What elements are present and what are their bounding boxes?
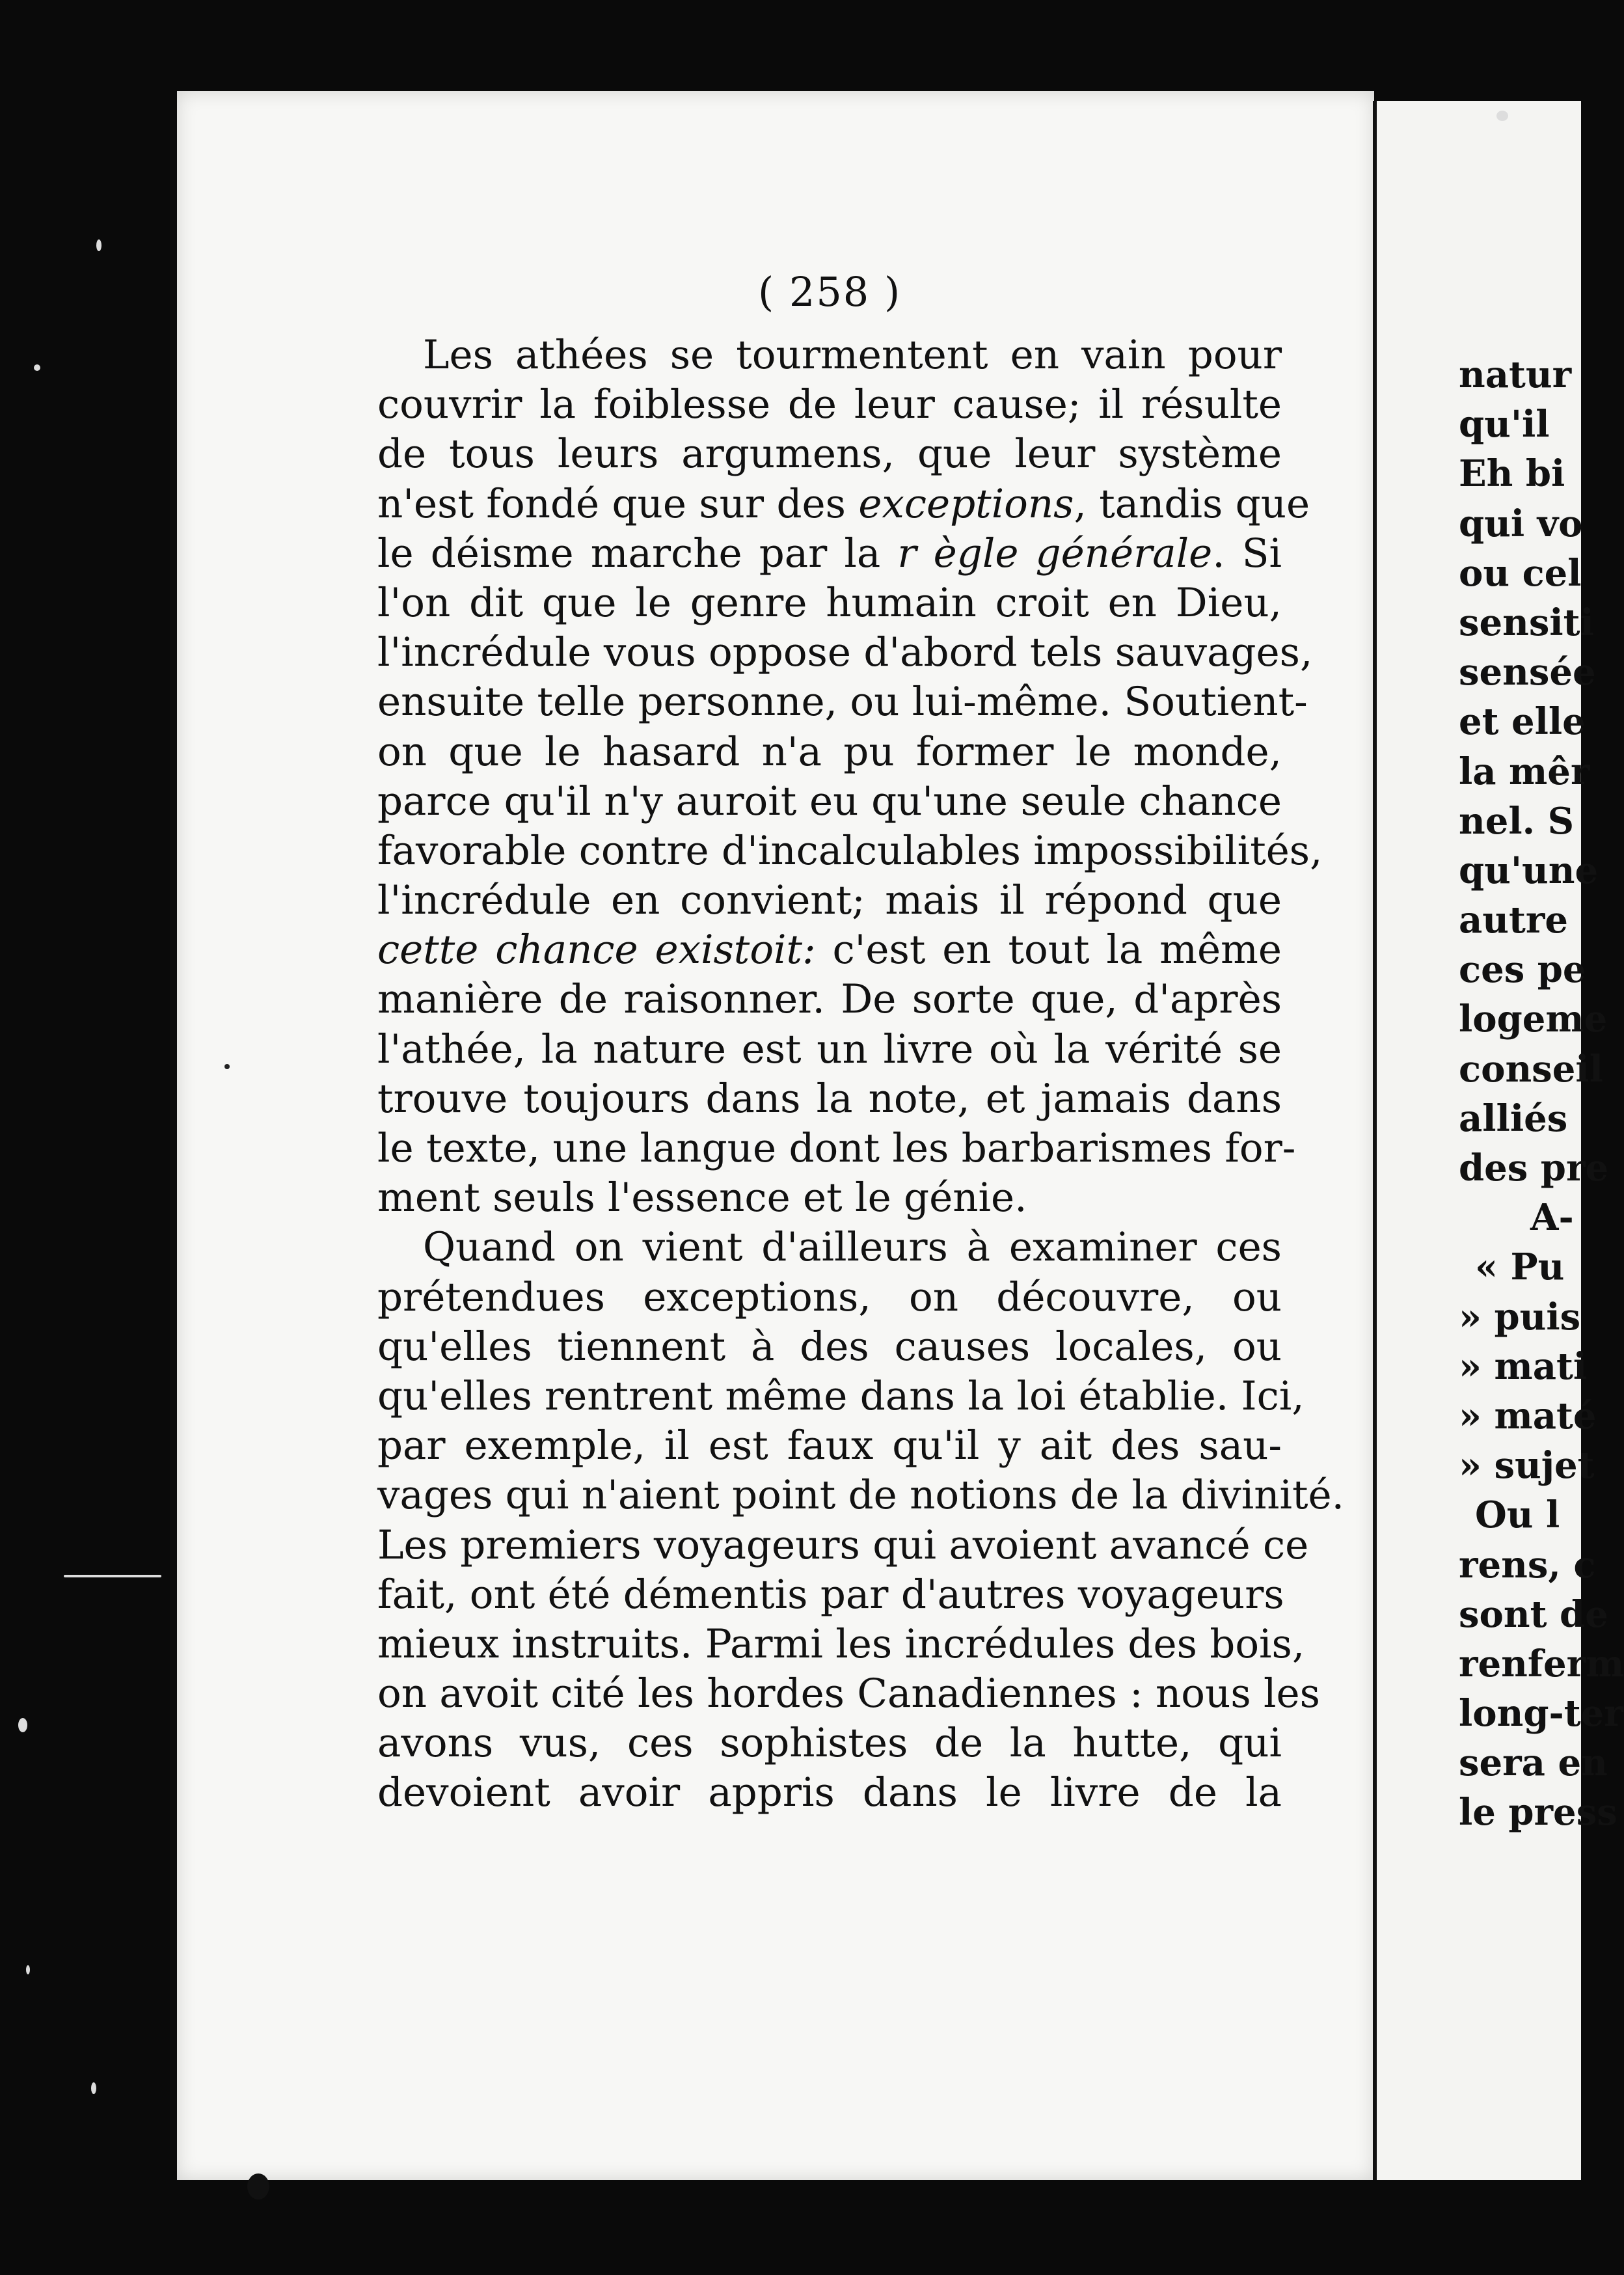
text-line: » mati xyxy=(1459,1344,1588,1388)
text-line: l'incrédule en convient; mais il répond que xyxy=(377,877,1282,924)
text-line: » puis xyxy=(1459,1295,1581,1339)
text-line: » maté xyxy=(1459,1394,1597,1437)
left-page-text xyxy=(377,331,1345,1818)
text-line: sont de xyxy=(1459,1592,1608,1636)
text-line: » sujet xyxy=(1459,1444,1595,1488)
text-line: favorable contre d'incalculables impossibilités, xyxy=(377,827,1323,874)
italic-term: r ègle générale xyxy=(897,530,1213,577)
text-line: Les premiers voyageurs qui avoient avancé ce xyxy=(377,1521,1309,1568)
scan-speck xyxy=(34,364,40,371)
text-line: Quand on vient d'ailleurs à examiner ces xyxy=(423,1224,1282,1271)
text-fragment: c'est en tout la même xyxy=(815,927,1282,974)
text-line: « Pu xyxy=(1475,1246,1565,1289)
text-line: ces pe xyxy=(1459,948,1586,992)
text-line: qu'elles tiennent à des causes locales, ou xyxy=(377,1323,1282,1370)
text-line: nel. S xyxy=(1459,799,1575,843)
text-line: Ou l xyxy=(1475,1493,1560,1537)
italic-term: exceptions xyxy=(858,480,1074,527)
scan-speck xyxy=(224,1064,230,1069)
text-fragment: le déisme marche par la xyxy=(377,530,898,577)
text-line xyxy=(377,529,1282,579)
text-line: parce qu'il n'y auroit eu qu'une seule chance xyxy=(377,778,1282,824)
text-line: qu'elles rentrent même dans la loi établie. Ici, xyxy=(377,1372,1305,1419)
text-line: manière de raisonner. De sorte que, d'après xyxy=(377,976,1282,1023)
text-line: alliés xyxy=(1459,1097,1568,1140)
text-line: A- xyxy=(1530,1196,1574,1240)
text-line xyxy=(377,925,1282,975)
text-line: on que le hasard n'a pu former le monde, xyxy=(377,728,1282,775)
text-line: prétendues exceptions, on découvre, ou xyxy=(377,1274,1282,1320)
text-line: vages qui n'aient point de notions de la divinité. xyxy=(377,1472,1345,1519)
text-line: de tous leurs argumens, que leur système xyxy=(377,431,1282,478)
text-line: l'athée, la nature est un livre où la vérité se xyxy=(377,1026,1282,1072)
text-line xyxy=(377,480,1310,529)
text-line: sensée xyxy=(1459,651,1596,694)
text-line: conseil xyxy=(1459,1047,1603,1091)
text-line: ment seuls l'essence et le génie. xyxy=(377,1175,1027,1221)
text-line: des pre xyxy=(1459,1147,1609,1190)
scan-speck xyxy=(1496,111,1508,121)
text-line: l'on dit que le genre humain croit en Dieu, xyxy=(377,579,1282,626)
text-fragment: . Si xyxy=(1212,530,1282,577)
scan-speck xyxy=(91,2082,96,2094)
text-line: le press xyxy=(1459,1791,1617,1834)
italic-term: cette chance existoit: xyxy=(377,927,816,974)
text-fragment: , tandis que xyxy=(1074,480,1310,527)
text-line: l'incrédule vous oppose d'abord tels sauvages, xyxy=(377,629,1313,676)
text-fragment: n'est fondé que sur des xyxy=(377,480,859,527)
text-line: qui vo xyxy=(1459,502,1583,545)
scan-speck xyxy=(247,2173,269,2200)
text-line: autre xyxy=(1459,899,1568,942)
text-line: Les athées se tourmentent en vain pour xyxy=(423,332,1282,378)
text-line: sensiti xyxy=(1459,601,1594,644)
text-line: logeme xyxy=(1459,998,1608,1041)
text-line: long-ter xyxy=(1459,1692,1623,1736)
text-line: qu'une xyxy=(1459,849,1599,892)
text-line: renferm xyxy=(1459,1642,1624,1685)
text-line: avons vus, ces sophistes de la hutte, qui xyxy=(377,1720,1282,1767)
text-line: et elle xyxy=(1459,700,1586,744)
text-line: le texte, une langue dont les barbarismes for- xyxy=(377,1125,1296,1171)
text-line: ou cel xyxy=(1459,551,1582,595)
scan-speck xyxy=(64,1575,161,1577)
text-line: mieux instruits. Parmi les incrédules des bois, xyxy=(377,1620,1305,1667)
text-line: trouve toujours dans la note, et jamais dans xyxy=(377,1075,1282,1122)
scan-speck xyxy=(26,1965,30,1974)
text-line: qu'il xyxy=(1459,403,1550,446)
scan-speck xyxy=(96,239,102,251)
text-line: ensuite telle personne, ou lui-même. Soutient- xyxy=(377,679,1308,726)
right-page-text xyxy=(1459,350,1624,1838)
text-line: natur xyxy=(1459,353,1572,396)
text-line: fait, ont été démentis par d'autres voyageurs xyxy=(377,1571,1284,1618)
text-line: couvrir la foiblesse de leur cause; il résulte xyxy=(377,381,1282,428)
text-line: devoient avoir appris dans le livre de la xyxy=(377,1769,1282,1816)
scan-speck xyxy=(18,1718,27,1732)
text-line: par exemple, il est faux qu'il y ait des sau- xyxy=(377,1423,1282,1469)
text-line: on avoit cité les hordes Canadiennes : nous les xyxy=(377,1670,1320,1717)
page-number: ( 258 ) xyxy=(758,268,902,316)
text-line: Eh bi xyxy=(1459,452,1565,496)
text-line: rens, c xyxy=(1459,1543,1596,1587)
text-line: sera en xyxy=(1459,1741,1608,1785)
text-line: la mêr xyxy=(1459,750,1590,793)
